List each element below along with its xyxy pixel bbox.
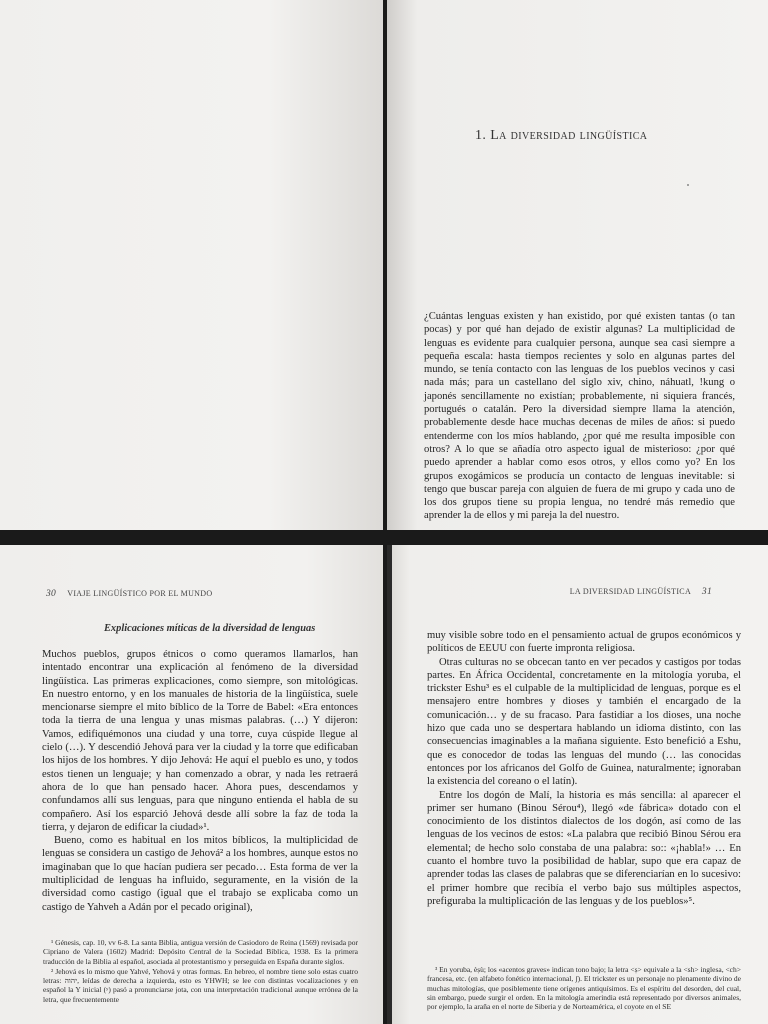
- body-text: [42, 648, 358, 914]
- footnote: ¹ Génesis, cap. 10, vv 6-8. La santa Biblia, antigua versión de Casiodoro de Reina (1569) revisada por Cipriano de Valera (1602) Madrid: Depósito Central de la Sociedad Bíblica, 1938. Es la primera traducción de la Biblia al español, asociada al protestantismo y perseguida en España durante siglos.: [43, 938, 358, 966]
- footnote: ³ En yoruba, èṣù; los «acentos graves» indican tono bajo; la letra <ṣ> equivale a la <sh> inglesa, <ch> francesa, etc. (en alfabeto fonético internacional, ʃ). El trickster es un personaje no plenamente divino de muchas mitologías, que posiblemente tiene orígenes antiquísimos. Es el espíritu del desorden, del cual, sin embargo, puede surgir el orden. En la mitología amerindia está representado por diversos animales, por ejemplo, la araña en el norte de Siberia y de Norteamérica, el coyote en el SE: [427, 965, 741, 1012]
- footnotes: [427, 965, 741, 1012]
- running-head: VIAJE LINGÜÍSTICO POR EL MUNDO: [67, 589, 213, 598]
- intro-paragraph: ¿Cuántas lenguas existen y han existido, por qué existen tantas (o tan pocas) y por qué han dejado de existir algunas? La multiplicidad de lenguas es evidente para cualquier persona, aunque sea casi siempre a pequeña escala: hasta tiempos recientes y solo en algunas partes del mundo, se tenía contacto con las lenguas de los pueblos vecinos y casi nada más; para un castellano del siglo xiv, chino, náhuatl, !kung o japonés sencillamente no existían; probablemente, ni siquiera francés, portugués o catalán. Pero la diversidad siempre llama la atención, probablemente desde hace muchas decenas de miles de años: si puedo entenderme con los míos hablando, ¿por qué me resulta imposible con otros? A lo que se añadía otro aspecto igual de misterioso: ¿por qué puedo aprender a hablar como esos otros, y ellos como yo? En los grupos exogámicos se producía un contacto de lenguas inevitable: si tengo que buscar pareja con alguien de fuera de mi grupo y cada uno de los dos grupos tiene su propia lengua, no tendré más remedio que aprender la de ellos y mi pareja la del nuestro.: [424, 311, 735, 522]
- paragraph: Muchos pueblos, grupos étnicos o como queramos llamarlos, han intentado encontrar una explicación al fenómeno de la diversidad lingüística. Las primeras explicaciones, como siempre, son mitológicas. En nuestro entorno, y en los manuales de historia de la lingüística, suele mencionarse siempre el mito bíblico de la Torre de Babel: «Era entonces toda la tierra de una lengua y unas mismas palabras. (…) Y dijeron: Vamos, edifiquémonos una ciudad y una torre, cuya cúspide llegue al cielo (…). Y descendió Jehová para ver la ciudad y la torre que edificaban los hijos de los hombres. Y dijo Jehová: He aquí el pueblo es uno, y todos estos tienen un lenguaje; y han comenzado a obrar, y nada les retraerá ahora de lo que han pensado hacer. Ahora pues, descendamos y confundamos allí sus lenguas, para que ninguno entienda el habla de su compañero. Así los esparció Jehová desde allí sobre la faz de toda la tierra, y dejaron de edificar la ciudad»¹.: [42, 649, 358, 833]
- page-number: 31: [701, 587, 712, 597]
- running-header-right: [570, 587, 712, 597]
- paragraph: Bueno, como es habitual en los mitos bíblicos, la multiplicidad de lenguas se considera un castigo de Jehová² a los hombres, aunque estos no imaginaban que lo que hacían pudiera ser pecado… Esta forma de ver la multiplicidad de lenguas ha influido, seguramente, en la visión de la diversidad como castigo (igual que el trabajo se explicaba como un castigo de Yahveh a Adán por el pecado original),: [42, 835, 358, 913]
- blank-page: [0, 0, 383, 530]
- running-header-left: [46, 589, 212, 599]
- body-text: [427, 629, 741, 908]
- binding-shadow: [387, 545, 392, 1024]
- section-title: Explicaciones míticas de la diversidad de lenguas: [104, 623, 316, 634]
- chapter-opening-page: [387, 0, 768, 530]
- page-31: [387, 545, 768, 1024]
- page-30: [0, 545, 383, 1024]
- footnote: ² Jehová es lo mismo que Yahvé, Yehová y otras formas. En hebreo, el nombre tiene solo estas cuatro letras: יהוה, leídas de derecha a izquierda, esto es YHWH; se lee con distintas vocalizaciones y en español la Y inicial (ʸ) pasó a pronunciarse jota, con una interpretación tradicional aunque errónea de la letra, que frecuentemente: [43, 966, 358, 1004]
- paragraph: Otras culturas no se obcecan tanto en ver pecados y castigos por todas partes. En África Occidental, concretamente en la mitología yoruba, el trickster Eshu³ es el culpable de la multiplicidad de lenguas, porque es el mensajero entre hombres y dioses y también el encargado de la comunicación… y de su fracaso. Para fastidiar a los dioses, una noche hizo que cada uno se despertara hablando un idioma distinto, con las consecuencias imaginables a la mañana siguiente. Esto benefició a Eshu, que es conocedor de todas las lenguas del mundo (… las conocidas entonces por los africanos del Golfo de Guinea, naturalmente; ignoraban la existencia del coreano o el latín).: [427, 656, 741, 788]
- running-head: LA DIVERSIDAD LINGÜÍSTICA: [569, 587, 691, 596]
- page-number: 30: [46, 589, 57, 599]
- footnotes: [43, 938, 358, 1005]
- paragraph: Entre los dogón de Malí, la historia es más sencilla: al aparecer el primer ser humano (Binou Sérou⁴), llegó «de fábrica» dotado con el conocimiento de los distintos dialectos de los dogón, así como de las lenguas de los vecinos de estos: «La palabra que recibió Binou Sérou era elemental; de hecho solo constaba de una palabra: so:: «¡habla!» … En cuanto el hombre tuvo la posibilidad de hablar, supo que era capaz de aprender todas las clases de palabras que se diferenciarían en lo sucesivo: el primer hombre que recibía el verbo bajo sus múltiples aspectos, prefiguraba la multiplicación de las lenguas y de los pueblos»⁵.: [427, 789, 741, 907]
- chapter-title: 1. La diversidad lingüística: [475, 128, 648, 143]
- page-speck: [687, 184, 689, 186]
- paragraph: muy visible sobre todo en el pensamiento actual de grupos económicos y políticos de EEUU con fuerte impronta religiosa.: [427, 630, 741, 655]
